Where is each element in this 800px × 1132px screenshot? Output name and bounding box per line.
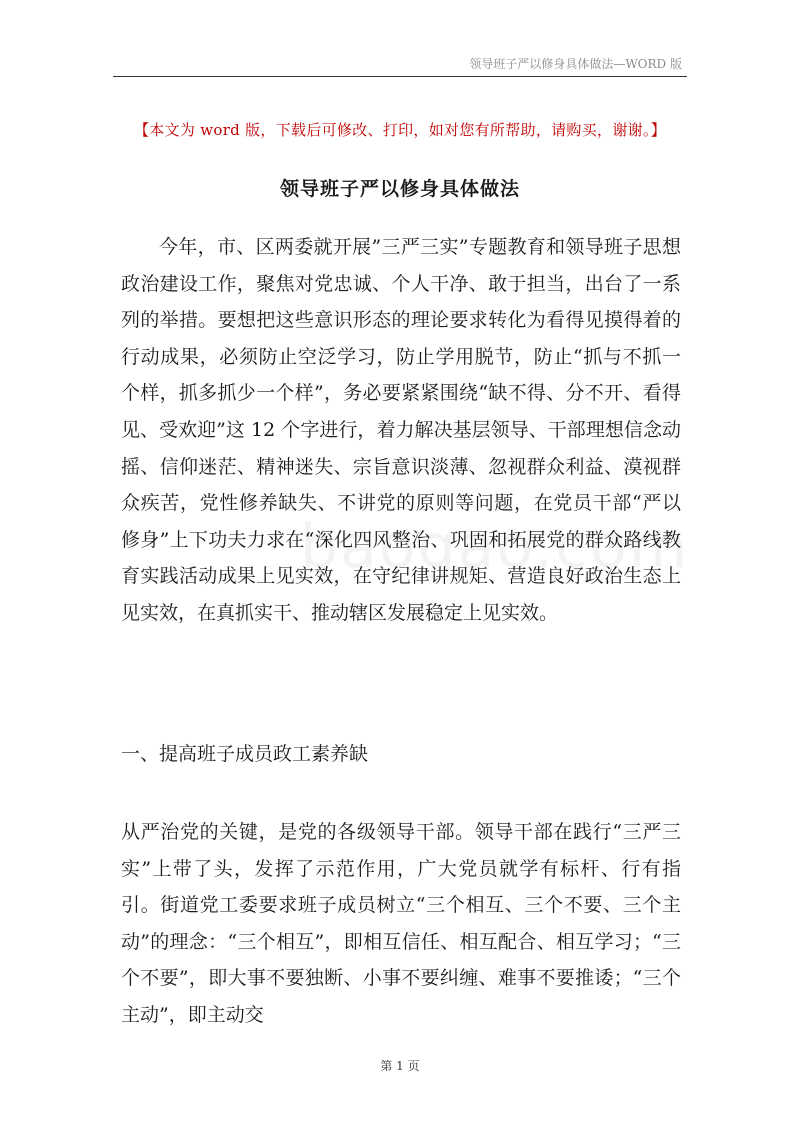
section-heading: 一、提高班子成员政工素养缺 bbox=[121, 743, 369, 765]
page-number: 第 1 页 bbox=[380, 1059, 420, 1073]
intro-paragraph: 今年，市、区两委就开展”三严三实”专题教育和领导班子思想政治建设工作，聚焦对党忠诚、个人干净、敢于担当，出台了一系列的举措。要想把这些意识形态的理论要求转化为看得见摸得着的行动成果，必须防止空泛学习，防止学用脱节，防止“抓与不抓一个样，抓多抓少一个样”，务必要紧紧围绕“缺不得、分不开、看得见、受欢迎”这 12 个字进行，着力解决基层领导、干部理想信念动摇、信仰迷茫、精神迷失、宗旨意识淡薄、忽视群众利益、漠视群众疾苦，党性修养缺失、不讲党的原则等问题，在党员干部“严以修身”上下功夫力求在“深化四风整治、巩固和拓展党的群众路线教育实践活动成果上见实效，在守纪律讲规矩、营造良好政治生态上见实效，在真抓实干、推动辖区发展稳定上见实效。 bbox=[121, 236, 681, 624]
body-paragraph: 从严治党的关键，是党的各级领导干部。领导干部在践行“三严三实”上带了头，发挥了示范作用，广大党员就学有标杆、行有指引。街道党工委要求班子成员树立“三个相互、三个不要、三个主动”的理念：“三个相互”，即相互信任、相互配合、相互学习；“三个不要”，即大事不要独断、小事不要纠缠、难事不要推诿；“三个主动”，即主动交 bbox=[121, 821, 681, 1026]
watermark bbox=[300, 512, 689, 582]
header-divider bbox=[113, 76, 687, 77]
running-header: 领导班子严以修身具体做法—WORD 版 bbox=[469, 57, 682, 71]
document-title: 领导班子严以修身具体做法 bbox=[279, 178, 520, 200]
purchase-notice: 【本文为 word 版，下载后可修改、打印，如对您有所帮助，请购买，谢谢。】 bbox=[133, 121, 667, 139]
